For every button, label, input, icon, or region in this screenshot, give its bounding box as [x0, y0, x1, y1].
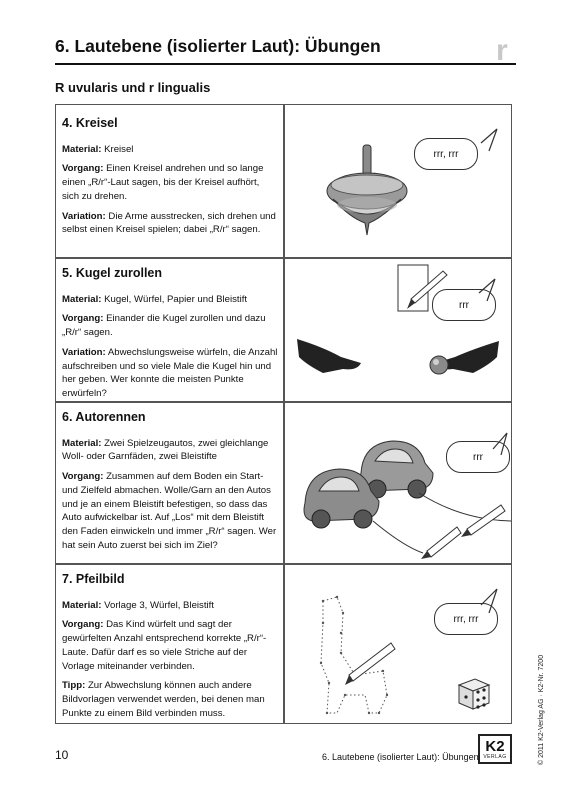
running-title: 6. Lautebene (isolierter Laut): Übungen [322, 752, 479, 762]
exercise-heading: 6. Autorennen [62, 410, 146, 424]
corner-letter: r [496, 34, 508, 67]
speech-bubble: rrr, rrr [434, 603, 498, 635]
page-title: 6. Lautebene (isolierter Laut): Übungen [55, 36, 381, 56]
exercise-table [55, 104, 512, 724]
page-number: 10 [55, 748, 69, 762]
publisher-logo: K2 VERLAG [478, 734, 512, 764]
exercise-heading: 5. Kugel zurollen [62, 266, 163, 280]
hands-rolling-ball-icon [283, 257, 511, 401]
exercise-7-text: 7. Pfeilbild Material: Vorlage 3, Würfel, Bleistift Vorgang: Das Kind würfelt und sagt der gewürfelten Anzahl entsprechend korrekte „R/r“-Laute. Dafür darf es so viele Striche auf der Vorlage miteinander verbinden. Tipp: Zur Abwechslung können auch andere Bildvorlagen verwendet werden, bei denen man Punkte zu einem Bild verbinden muss. [62, 573, 278, 726]
title-rule [55, 63, 516, 65]
spinning-top-icon [283, 105, 511, 257]
exercise-5-text: 5. Kugel zurollen Material: Kugel, Würfel, Papier und Bleistift Vorgang: Einander die Kugel zurollen und dazu „R/r“ sagen. Variation: Abwechslungsweise würfeln, die Anzahl aufschreiben und so viele Male die Kugel hin und her geben. Wer konnte die meisten Punkte erwürfeln? [62, 266, 278, 399]
exercise-heading: 7. Pfeilbild [62, 572, 125, 586]
exercise-4-text: 4. Kreisel Material: Kreisel Vorgang: Einen Kreisel andrehen und so lange einen „R/r“-Laut sagen, bis der Kreisel aufhört, sich zu drehen. Variation: Die Arme ausstrecken, sich drehen und selbst einen Kreisel spielen; dabei „R/r“ sagen. [62, 117, 278, 243]
exercise-heading: 4. Kreisel [62, 116, 118, 130]
speech-bubble: rrr [446, 441, 510, 473]
exercise-6-text: 6. Autorennen Material: Zwei Spielzeugautos, zwei gleichlange Woll- oder Garnfäden, zwei Bleistifte Vorgang: Zusammen auf dem Boden ein Start- und Zielfeld abmachen. Wolle/Garn an den Autos und je an einem Bleistift befestigen, so dass das Auto aufwickelbar ist. Auf „Los“ mit dem Bleistift den Faden einwickeln und immer „R/r“ sagen. Wer hat sein Auto zuerst bei sich im Ziel? [62, 410, 277, 551]
dot-giraffe-and-dice-icon [283, 563, 511, 725]
copyright-notice: © 2011 K2-Verlag AG · K2-Nr. 7200 [538, 654, 545, 765]
speech-bubble: rrr, rrr [414, 138, 478, 170]
toy-cars-icon [283, 401, 511, 563]
section-subtitle: R uvularis und r lingualis [55, 80, 211, 95]
speech-bubble: rrr [432, 289, 496, 321]
